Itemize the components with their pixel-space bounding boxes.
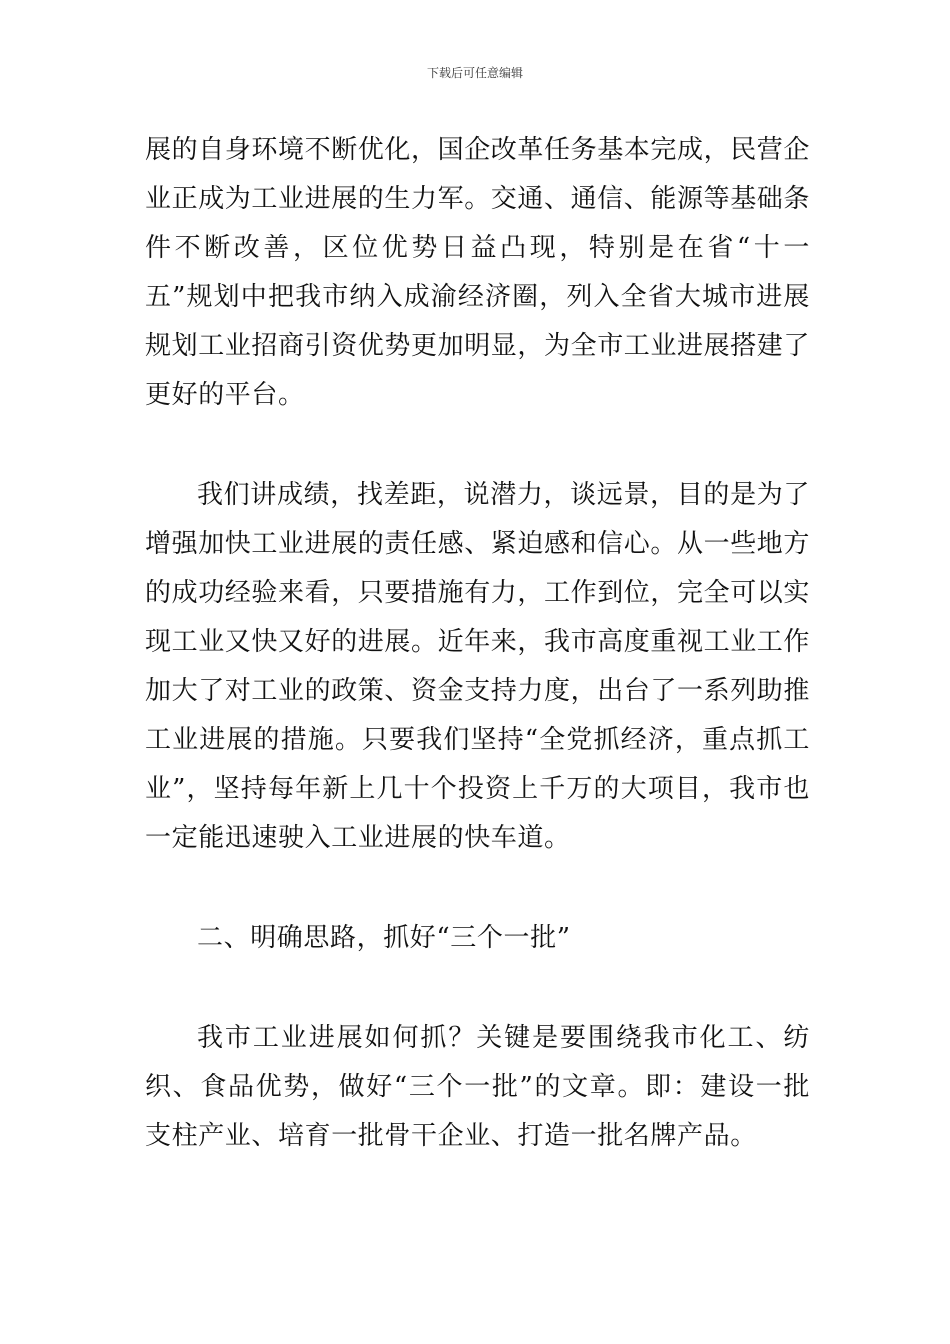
paragraph-gap [145,863,810,914]
section-heading: 二、明确思路，抓好“三个一批” [197,923,571,953]
paragraph-gap [145,420,810,471]
page-header: 下载后可任意编辑 [426,66,523,80]
document-body [145,126,810,1161]
paragraph-gap [145,963,810,1014]
paragraph-strategy: 我市工业进展如何抓？关键是要围绕我市化工、纺织、食品优势，做好“三个一批”的文章。即：建设一批支柱产业、培育一批骨干企业、打造一批名牌产品。 [145,1023,810,1151]
paragraph-achievements: 我们讲成绩，找差距，说潜力，谈远景，目的是为了增强加快工业进展的责任感、紧迫感和信心。从一些地方的成功经验来看，只要措施有力，工作到位，完全可以实现工业又快又好的进展。近年来，我市高度重视工业工作加大了对工业的政策、资金支持力度，出台了一系列助推工业进展的措施。只要我们坚持“全党抓经济，重点抓工业”，坚持每年新上几十个投资上千万的大项目，我市也一定能迅速驶入工业进展的快车道。 [145,480,811,853]
paragraph-continued: 展的自身环境不断优化，国企改革任务基本完成，民营企业正成为工业进展的生力军。交通、通信、能源等基础条件不断改善，区位优势日益凸现，特别是在省“十一五”规划中把我市纳入成渝经济圈，列入全省大城市进展规划工业招商引资优势更加明显，为全市工业进展搭建了更好的平台。 [145,135,811,410]
